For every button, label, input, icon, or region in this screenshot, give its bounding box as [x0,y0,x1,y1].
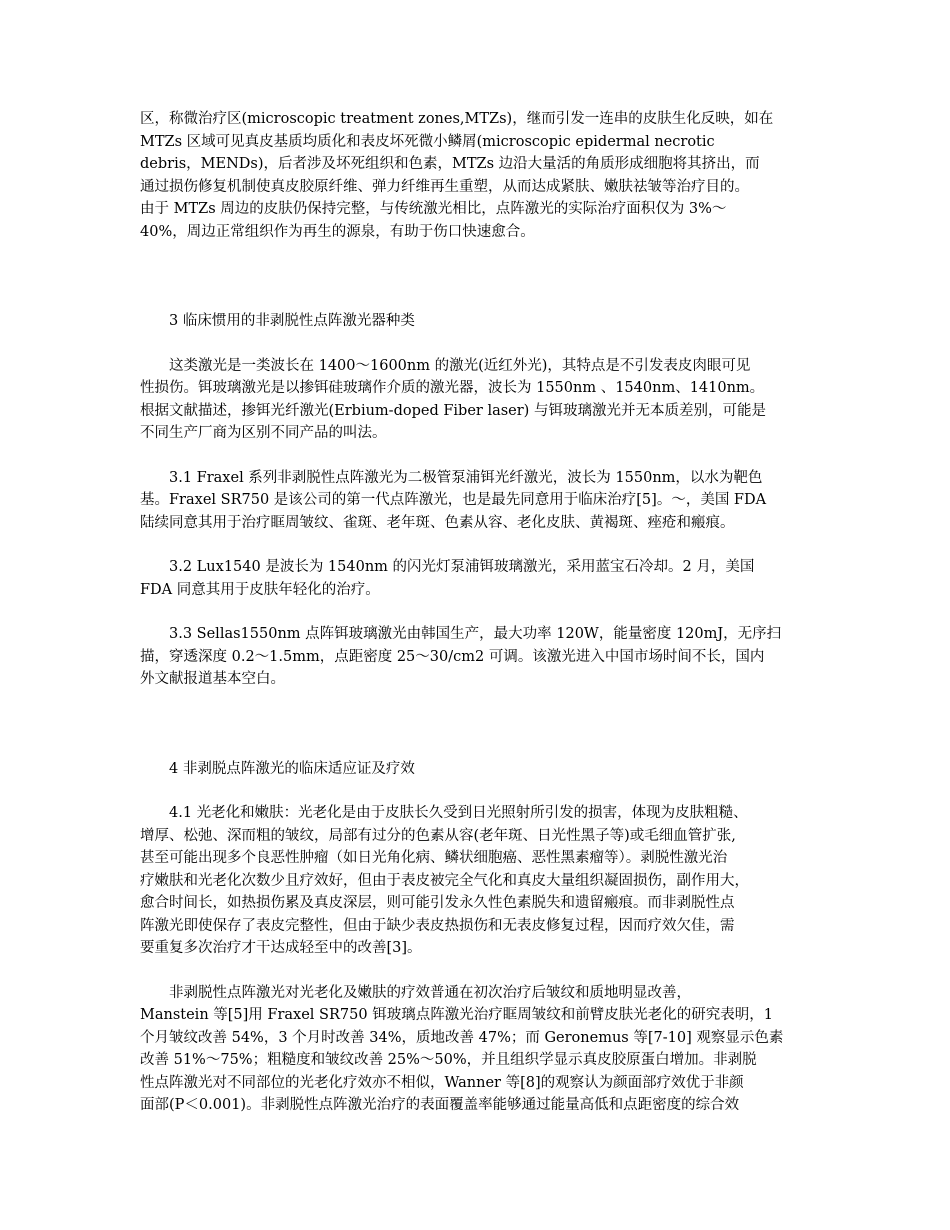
text-line: 外文献报道基本空白。 [140,671,285,687]
paragraph-4-1b [140,982,830,1117]
text-line: debris，MENDs)，后者涉及坏死组织和色素，MTZs 边沿大量活的角质形成细胞将其挤出，而 [140,156,760,172]
text-line: 通过损伤修复机制使真皮胶原纤维、弹力纤维再生重塑，从而达成紧肤、嫩肤祛皱等治疗目的。 [140,178,749,195]
heading-text: 3 临床惯用的非剥脱性点阵激光器种类 [169,313,415,329]
text-line: 甚至可能出现多个良恶性肿瘤（如日光角化病、鳞状细胞癌、恶性黑素瘤等）。剥脱性激光治 [140,850,728,866]
text-line: 性损伤。铒玻璃激光是以掺铒硅玻璃作介质的激光器，波长为 1550nm 、1540nm、1410nm。 [140,380,765,396]
paragraph-3-1 [140,467,830,535]
text-line: FDA 同意其用于皮肤年轻化的治疗。 [140,581,380,598]
paragraph-3-intro [140,355,830,445]
text-line: Manstein 等[5]用 Fraxel SR750 铒玻璃点阵激光治疗眶周皱纹和前臂皮肤光老化的研究表明，1 [140,1007,773,1023]
document-page [140,108,830,1117]
text-line: 由于 MTZs 周边的皮肤仍保持完整，与传统激光相比，点阵激光的实际治疗面积仅为 3%～ [140,201,727,217]
text-line: MTZs 区域可见真皮基质均质化和表皮坏死微小鳞屑(microscopic epidermal necrotic [140,133,715,150]
text-line: 改善 51%～75%；粗糙度和皱纹改善 25%～50%，并且组织学显示真皮胶原蛋白增加。非剥脱 [140,1052,757,1068]
text-line: 3.2 Lux1540 是波长为 1540nm 的闪光灯泵浦铒玻璃激光，采用蓝宝石冷却。2 月，美国 [140,559,755,575]
text-line: 增厚、松弛、深而粗的皱纹，局部有过分的色素从容(老年斑、日光性黑子等)或毛细血管扩张, [140,827,736,844]
text-line: 4.1 光老化和嫩肤：光老化是由于皮肤长久受到日光照射所引发的损害，体现为皮肤粗糙、 [140,805,748,821]
text-line: 这类激光是一类波长在 1400～1600nm 的激光(近红外光)，其特点是不引发表皮肉眼可见 [140,357,751,374]
text-line: 3.1 Fraxel 系列非剥脱性点阵激光为二极管泵浦铒光纤激光，波长为 1550nm，以水为靶色 [140,469,763,486]
paragraph-4-1 [140,802,830,960]
text-line: 疗嫩肤和光老化次数少且疗效好，但由于表皮被完全气化和真皮大量组织凝固损伤，副作用大， [140,872,749,889]
heading-text: 4 非剥脱点阵激光的临床适应证及疗效 [169,760,415,777]
paragraph-intro [140,108,830,243]
section-heading-4 [140,758,830,781]
text-line: 区，称微治疗区(microscopic treatment zones,MTZs)，继而引发一连串的皮肤生化反映，如在 [140,111,774,127]
text-line: 陆续同意其用于治疗眶周皱纹、雀斑、老年斑、色素从容、老化皮肤、黄褐斑、痤疮和瘢痕。 [140,514,735,531]
text-line: 3.3 Sellas1550nm 点阵铒玻璃激光由韩国生产，最大功率 120W，能量密度 120mJ，无序扫 [140,626,782,642]
text-line: 不同生产厂商为区别不同产品的叫法。 [140,425,387,441]
section-heading-3 [140,310,830,333]
text-line: 描，穿透深度 0.2～1.5mm，点距密度 25～30/cm2 可调。该激光进入中国市场时间不长，国内 [140,648,765,665]
text-line: 基。Fraxel SR750 是该公司的第一代点阵激光，也是最先同意用于临床治疗[5]。～，美国 FDA [140,492,767,508]
text-line: 面部(P＜0.001)。非剥脱性点阵激光治疗的表面覆盖率能够通过能量高低和点距密度的综合效 [140,1097,740,1113]
text-line: 40%，周边正常组织作为再生的源泉，有助于伤口快速愈合。 [140,223,535,240]
text-line: 阵激光即使保存了表皮完整性，但由于缺少表皮热损伤和无表皮修复过程，因而疗效欠佳，需 [140,917,735,934]
text-line: 要重复多次治疗才干达成轻至中的改善[3]。 [140,940,422,956]
text-line: 个月皱纹改善 54%，3 个月时改善 34%，质地改善 47%；而 Geronemus 等[7-10] 观察显示色素 [140,1029,784,1046]
paragraph-3-3 [140,623,830,691]
text-line: 性点阵激光对不同部位的光老化疗效亦不相似，Wanner 等[8]的观察认为颜面部疗效优于非颜 [140,1074,744,1091]
text-line: 根据文献描述，掺铒光纤激光(Erbium-doped Fiber laser) 与铒玻璃激光并无本质差别，可能是 [140,402,766,419]
text-line: 愈合时间长，如热损伤累及真皮深层，则可能引发永久性色素脱失和遗留瘢痕。而非剥脱性点 [140,895,735,911]
paragraph-3-2 [140,556,830,601]
text-line: 非剥脱性点阵激光对光老化及嫩肤的疗效普通在初次治疗后皱纹和质地明显改善， [140,984,691,1001]
